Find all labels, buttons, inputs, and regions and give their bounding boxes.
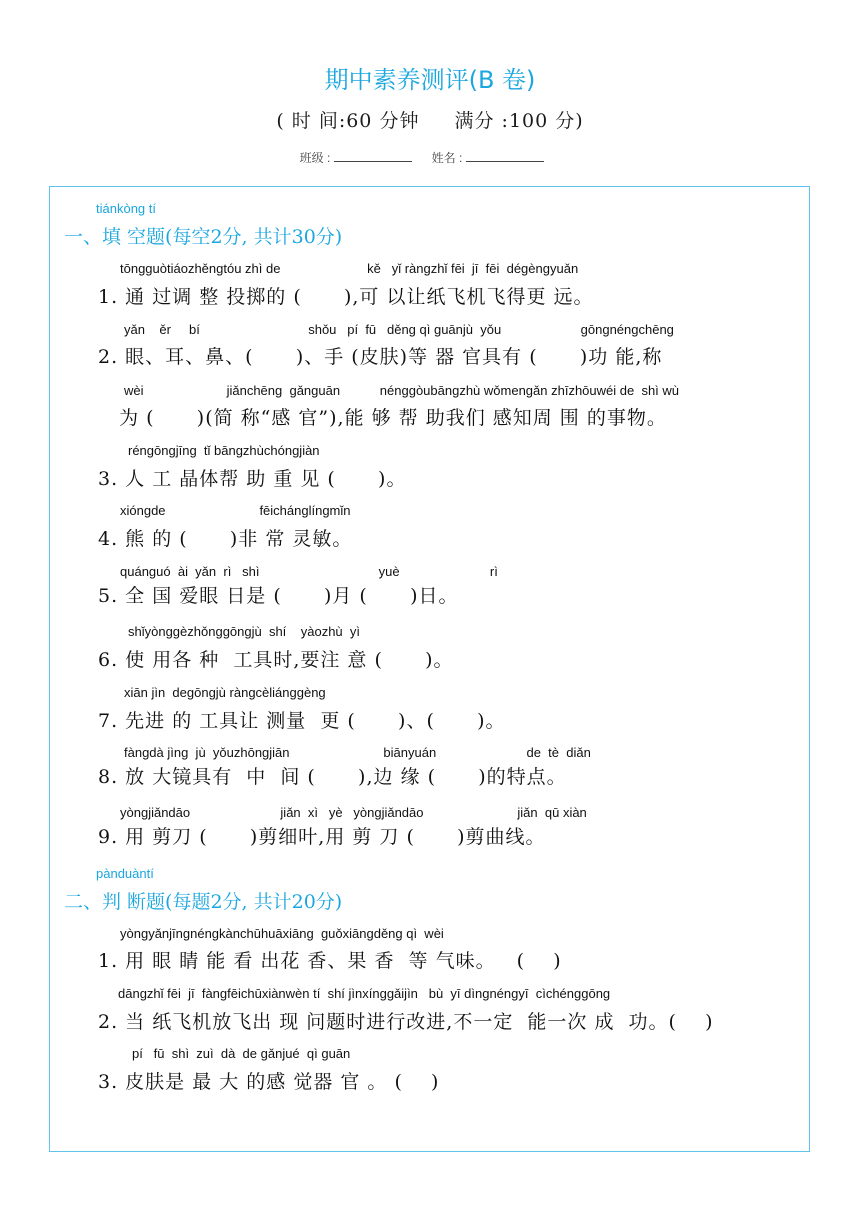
q1-2-pinyin: yǎn ěr bí shǒu pí fū děng qì guānjù yǒu gōngnéngchēng: [124, 322, 674, 337]
q1-9-text: 9. 用 剪刀 ( )剪细叶,用 剪 刀 ( )剪曲线。: [98, 826, 546, 848]
q1-3-pinyin: réngōngjīng tǐ bāngzhùchóngjiàn: [128, 443, 320, 458]
q1-2-text: 2. 眼、耳、鼻、( )、手 (皮肤)等 器 官具有 ( )功 能,称: [98, 346, 663, 368]
q1-8-text: 8. 放 大镜具有 中 间 ( ),边 缘 ( )的特点。: [98, 766, 567, 788]
q1-9-pinyin: yòngjiǎndāo jiǎn xì yè yòngjiǎndāo jiǎn qū xiàn: [120, 805, 587, 820]
page-title: 期中素养测评(B 卷): [324, 66, 536, 94]
q2-1-text: 1. 用 眼 睛 能 看 出花 香、果 香 等 气味。 ( ): [98, 950, 562, 972]
name-blank[interactable]: [466, 151, 544, 162]
class-label: 班级 :: [299, 151, 331, 165]
section1-pinyin: tiánkòng tí: [96, 201, 156, 216]
q1-3-text: 3. 人 工 晶体帮 助 重 见 ( )。: [98, 468, 407, 490]
student-info: [0, 149, 860, 166]
q2-2-pinyin: dāngzhǐ fēi jī fàngfēichūxiànwèn tí shí jìnxínggǎijìn bù yī dìngnéngyī cìchénggōng: [118, 986, 611, 1001]
q1-5-pinyin: quánguó ài yǎn rì shì yuè rì: [120, 564, 498, 579]
q1-5-text: 5. 全 国 爱眼 日是 ( )月 ( )日。: [98, 585, 459, 607]
q1-1-text: 1. 通 过调 整 投掷的 ( ),可 以让纸飞机飞得更 远。: [98, 286, 594, 308]
time-limit: ( 时 间:60 分钟: [276, 110, 420, 132]
q1-7-pinyin: xiān jìn degōngjù ràngcèliánggèng: [124, 685, 326, 700]
section2-title: 二、判 断题(每题2分, 共计20分): [64, 891, 343, 913]
q2-2-text: 2. 当 纸飞机放飞出 现 问题时进行改进,不一定 能一次 成 功。( ): [98, 1011, 714, 1033]
q1-4-text: 4. 熊 的 ( )非 常 灵敏。: [98, 528, 353, 550]
q2-3-text: 3. 皮肤是 最 大 的感 觉器 官 。 ( ): [98, 1071, 440, 1093]
q1-6-pinyin: shǐyònggèzhǒnggōngjù shí yàozhù yì: [128, 624, 360, 639]
q1-1-pinyin: tōngguòtiáozhěngtóu zhì de kě yǐ ràngzhǐ fēi jī fēi dégèngyuǎn: [120, 261, 579, 276]
q1-6-text: 6. 使 用各 种 工具时,要注 意 ( )。: [98, 649, 454, 671]
section1-title: 一、填 空题(每空2分, 共计30分): [64, 226, 343, 248]
q1-8-pinyin: fàngdà jìng jù yǒuzhōngjiān biānyuán de tè diǎn: [124, 745, 591, 760]
section2-pinyin: pànduàntí: [96, 866, 154, 881]
q1-4-pinyin: xióngde fēichánglíngmǐn: [120, 503, 351, 518]
q2-3-pinyin: pí fū shì zuì dà de gǎnjué qì guān: [132, 1046, 351, 1061]
q1-7-text: 7. 先进 的 工具让 测量 更 ( )、( )。: [98, 710, 506, 732]
q1-2b-pinyin: wèi jiǎnchēng gǎnguān nénggòubāngzhù wǒmengǎn zhīzhōuwéi de shì wù: [124, 383, 680, 398]
q2-1-pinyin: yòngyǎnjīngnéngkànchūhuāxiāng guǒxiāngděng qì wèi: [120, 926, 444, 941]
name-label: 姓名 :: [431, 151, 463, 165]
full-score: 满分 :100 分): [454, 110, 584, 132]
exam-info: [0, 106, 860, 133]
class-blank[interactable]: [334, 151, 412, 162]
q1-2b-text: 为 ( )(简 称“感 官”),能 够 帮 助我们 感知周 围 的事物。: [98, 407, 667, 429]
